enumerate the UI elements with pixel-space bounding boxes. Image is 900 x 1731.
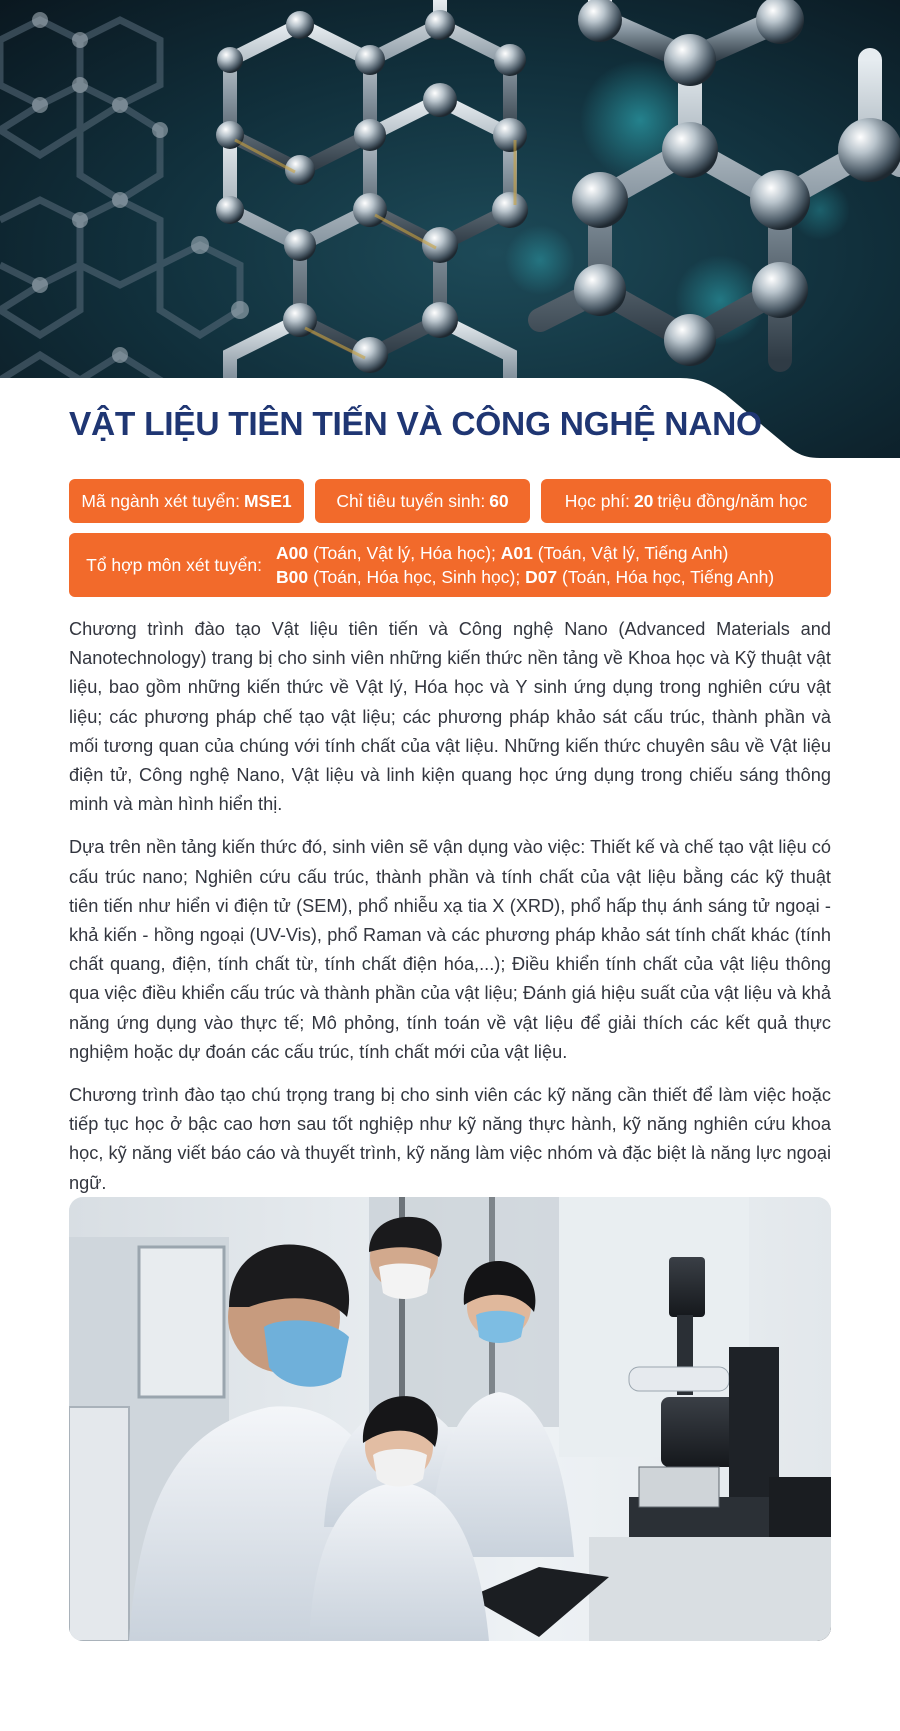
nano-lattice-illustration [0, 0, 900, 460]
combo-code: A01 [500, 542, 533, 563]
page-title: VẬT LIỆU TIÊN TIẾN VÀ CÔNG NGHỆ NANO [69, 406, 762, 443]
major-code-label: Mã ngành xét tuyển: [81, 490, 240, 511]
tuition-unit: triệu đồng/năm học [657, 490, 808, 511]
quota-badge [315, 479, 530, 523]
combo-line-1 [276, 543, 774, 564]
combo-subjects: (Toán, Vật lý, Tiếng Anh) [537, 542, 729, 563]
combo-code: B00 [276, 566, 309, 587]
quota-value: 60 [489, 490, 509, 511]
quota-label: Chỉ tiêu tuyển sinh: [336, 490, 486, 511]
program-description [69, 615, 831, 1212]
description-paragraph-2: Dựa trên nền tảng kiến thức đó, sinh viên sẽ vận dụng vào việc: Thiết kế và chế tạo vật liệu có cấu trúc nano; Nghiên cứu cấu trúc, thành phần và tính chất của vật liệu bằng các kỹ thuật tiên tiến như hiển vi điện tử (SEM), phổ nhiễu xạ tia X (XRD), phổ hấp thụ ánh sáng tử ngoại - khả kiến - hồng ngoại (UV-Vis), phổ Raman và các phương pháp khảo sát tính chất khác (tính chất quang, điện, tính chất từ, tính chất điện hóa,...); Điều khiển tính chất của vật liệu thông qua việc điều khiển cấu trúc và thành phần của vật liệu; Đánh giá hiệu suất của vật liệu và khả năng ứng dụng vào thực tế; Mô phỏng, tính toán về vật liệu để giải thích các kết quả thực nghiệm hoặc dự đoán các cấu trúc, tính chất mới của vật liệu. [69, 837, 831, 1062]
tuition-badge [541, 479, 831, 523]
combo-subjects: (Toán, Vật lý, Hóa học); [312, 542, 496, 563]
major-code-value: MSE1 [243, 490, 292, 511]
subject-combination-label: Tổ hợp môn xét tuyển: [86, 554, 262, 575]
major-code-badge [69, 479, 304, 523]
hero-nano-lattice-image [0, 0, 900, 460]
lab-students-photo [69, 1197, 831, 1641]
subject-combination-list [276, 543, 774, 588]
description-paragraph-3: Chương trình đào tạo chú trọng trang bị cho sinh viên các kỹ năng cần thiết để làm việc hoặc tiếp tục học ở bậc cao hơn sau tốt nghiệp như kỹ năng thực hành, kỹ năng nghiên cứu khoa học, kỹ năng viết báo cáo và thuyết trình, kỹ năng làm việc nhóm và đặc biệt là năng lực ngoại ngữ. [69, 1085, 831, 1193]
subject-combination-badge [69, 533, 831, 597]
description-paragraph-1: Chương trình đào tạo Vật liệu tiên tiến và Công nghệ Nano (Advanced Materials and Nanotechnology) trang bị cho sinh viên những kiến thức nền tảng về Khoa học và Kỹ thuật vật liệu, bao gồm những kiến thức về Vật lý, Hóa học và Y sinh ứng dụng trong nghiên cứu vật liệu; các phương pháp chế tạo vật liệu; các phương pháp khảo sát cấu trúc, thành phần và mối tương quan của chúng với tính chất của vật liệu. Những kiến thức chuyên sâu về Vật liệu điện tử, Công nghệ Nano, Vật liệu và linh kiện quang học ứng dụng trong chiếu sáng thông minh và màn hình hiển thị. [69, 619, 831, 815]
tuition-value: 20 [633, 490, 654, 511]
lab-scene-illustration [69, 1197, 831, 1641]
combo-subjects: (Toán, Hóa học, Tiếng Anh) [562, 566, 775, 587]
combo-code: D07 [525, 566, 558, 587]
combo-subjects: (Toán, Hóa học, Sinh học); [312, 566, 521, 587]
combo-code: A00 [276, 542, 309, 563]
tuition-label: Học phí: [564, 490, 630, 511]
combo-line-2 [276, 567, 774, 588]
